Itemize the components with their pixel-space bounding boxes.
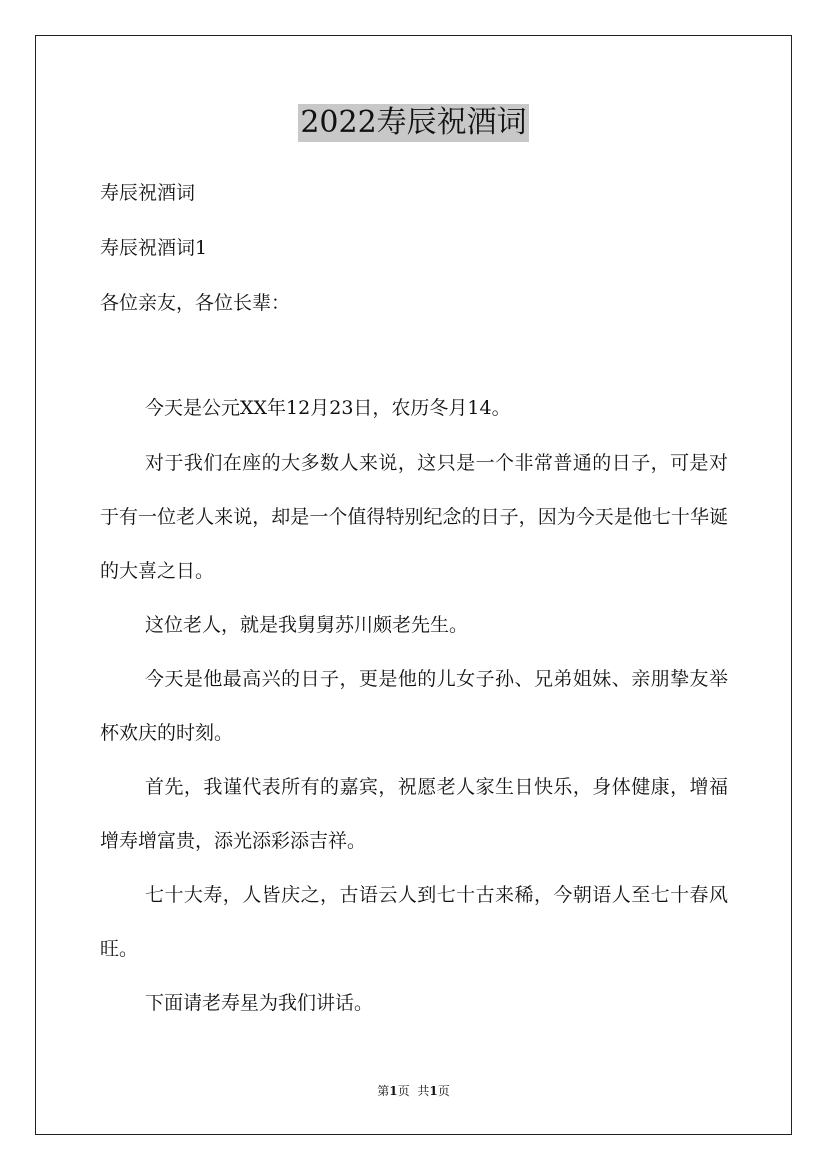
heading-secondary: 寿辰祝酒词1 <box>100 237 208 259</box>
total-pages: 1 <box>429 1084 438 1098</box>
page-label-pre: 第 <box>377 1084 390 1098</box>
paragraph-introduction: 这位老人，就是我舅舅苏川颇老先生。 <box>145 614 469 636</box>
paragraph-wishes: 首先，我谨代表所有的嘉宾，祝愿老人家生日快乐，身体健康，增福增寿增富贵，添光添彩添吉祥。 <box>100 776 728 852</box>
title-container <box>0 104 827 142</box>
heading-primary: 寿辰祝酒词 <box>100 182 196 204</box>
paragraph-celebration: 今天是他最高兴的日子，更是他的儿女子孙、兄弟姐妹、亲朋挚友举杯欢庆的时刻。 <box>100 668 728 744</box>
page-number: 1 <box>389 1084 398 1098</box>
document-title: 2022寿辰祝酒词 <box>300 105 527 140</box>
paragraph-proverb: 七十大寿，人皆庆之，古语云人到七十古来稀，今朝语人至七十春风旺。 <box>100 884 728 960</box>
paragraph-closing: 下面请老寿星为我们讲话。 <box>145 992 374 1014</box>
total-label-post: 页 <box>437 1084 450 1098</box>
salutation: 各位亲友，各位长辈： <box>100 292 291 314</box>
total-label-pre: 共 <box>417 1084 430 1098</box>
paragraph-significance: 对于我们在座的大多数人来说，这只是一个非常普通的日子，可是对于有一位老人来说，却是一个值得特别纪念的日子，因为今天是他七十华诞的大喜之日。 <box>100 452 728 582</box>
page-footer <box>0 1083 827 1099</box>
paragraph-date: 今天是公元XX年12月23日，农历冬月14。 <box>145 397 511 419</box>
page-label-post: 页 <box>397 1084 410 1098</box>
